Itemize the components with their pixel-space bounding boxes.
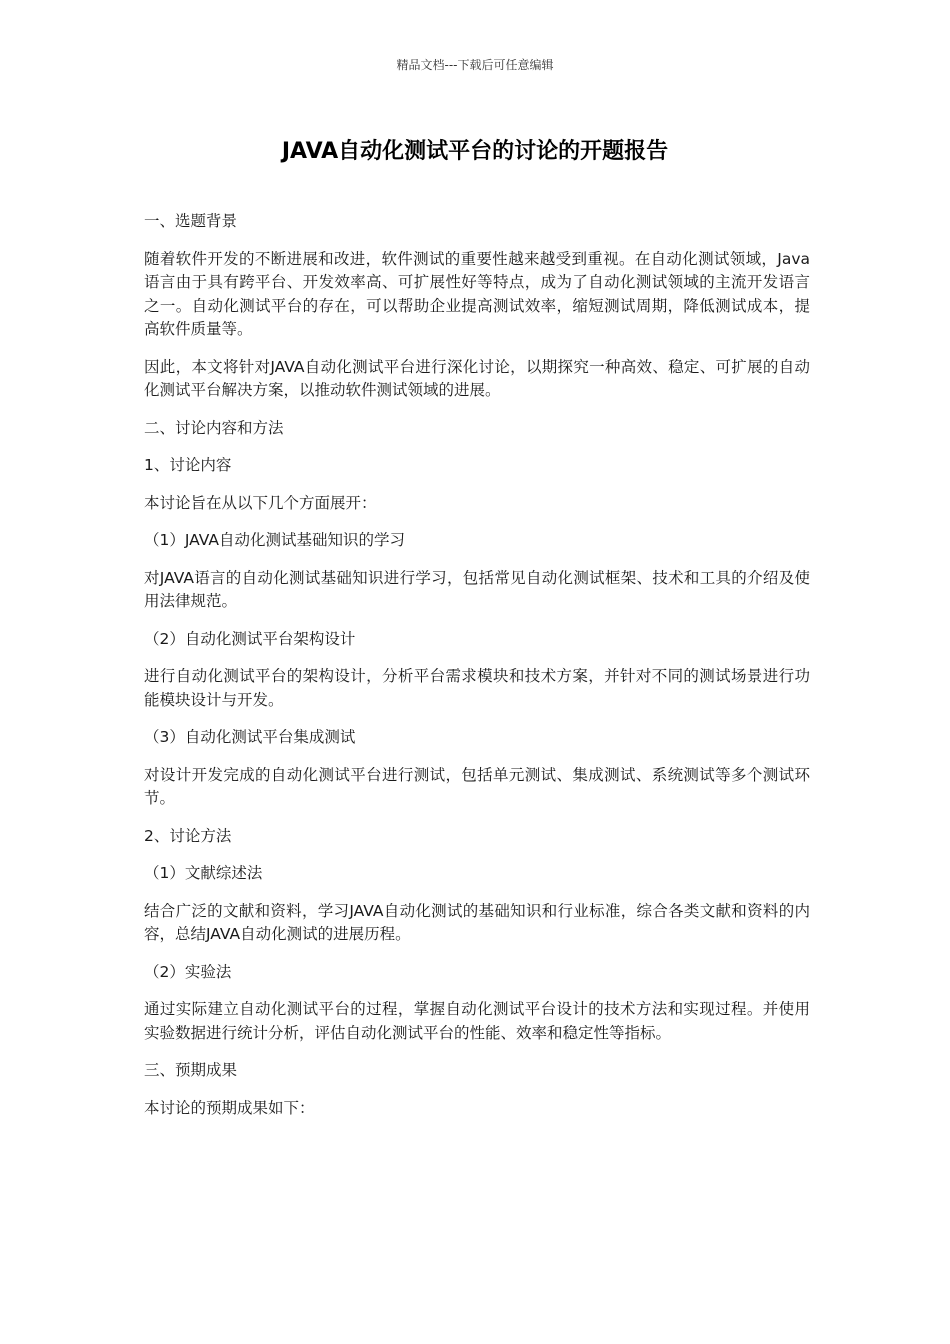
subsection-heading-content: 1、讨论内容 (144, 456, 232, 474)
item-paragraph-3: 对设计开发完成的自动化测试平台进行测试，包括单元测试、集成测试、系统测试等多个测试环节。 (144, 765, 810, 807)
section-heading-content-methods: 二、讨论内容和方法 (144, 418, 284, 437)
subsection-heading-methods: 2、讨论方法 (144, 826, 232, 845)
item-paragraph-2: 进行自动化测试平台的架构设计，分析平台需求模块和技术方案，并针对不同的测试场景进行功能模块设计与开发。 (144, 667, 810, 709)
item-heading-1: （1）JAVA自动化测试基础知识的学习 (144, 531, 405, 549)
paragraph-background: 随着软件开发的不断进展和改进，软件测试的重要性越来越受到重视。在自动化测试领域，Java语言由于具有跨平台、开发效率高、可扩展性好等特点，成为了自动化测试领域的主流开发语言之一。自动化测试平台的存在，可以帮助企业提高测试效率，缩短测试周期，降低测试成本，提高软件质量等。 (144, 249, 810, 338)
item-heading-3: （3）自动化测试平台集成测试 (144, 728, 356, 746)
paragraph-results-intro: 本讨论的预期成果如下： (144, 1098, 315, 1117)
method-paragraph-1: 结合广泛的文献和资料，学习JAVA自动化测试的基础知识和行业标准，综合各类文献和资料的内容，总结JAVA自动化测试的进展历程。 (144, 901, 810, 943)
document-title: JAVA自动化测试平台的讨论的开题报告 (281, 139, 669, 164)
header-note: 精品文档---下载后可任意编辑 (396, 58, 554, 72)
section-heading-background: 一、选题背景 (144, 212, 238, 230)
paragraph-content-intro: 本讨论旨在从以下几个方面展开： (144, 493, 377, 512)
method-heading-1: （1）文献综述法 (144, 864, 263, 882)
document-body (144, 210, 810, 1134)
item-heading-2: （2）自动化测试平台架构设计 (144, 629, 356, 648)
method-heading-2: （2）实验法 (144, 962, 232, 981)
method-paragraph-2: 通过实际建立自动化测试平台的过程，掌握自动化测试平台设计的技术方法和实现过程。并使用实验数据进行统计分析，评估自动化测试平台的性能、效率和稳定性等指标。 (144, 1000, 810, 1042)
paragraph-purpose: 因此，本文将针对JAVA自动化测试平台进行深化讨论，以期探究一种高效、稳定、可扩展的自动化测试平台解决方案，以推动软件测试领域的进展。 (144, 357, 810, 399)
section-heading-results: 三、预期成果 (144, 1061, 238, 1079)
item-paragraph-1: 对JAVA语言的自动化测试基础知识进行学习，包括常见自动化测试框架、技术和工具的介绍及使用法律规范。 (144, 568, 810, 610)
